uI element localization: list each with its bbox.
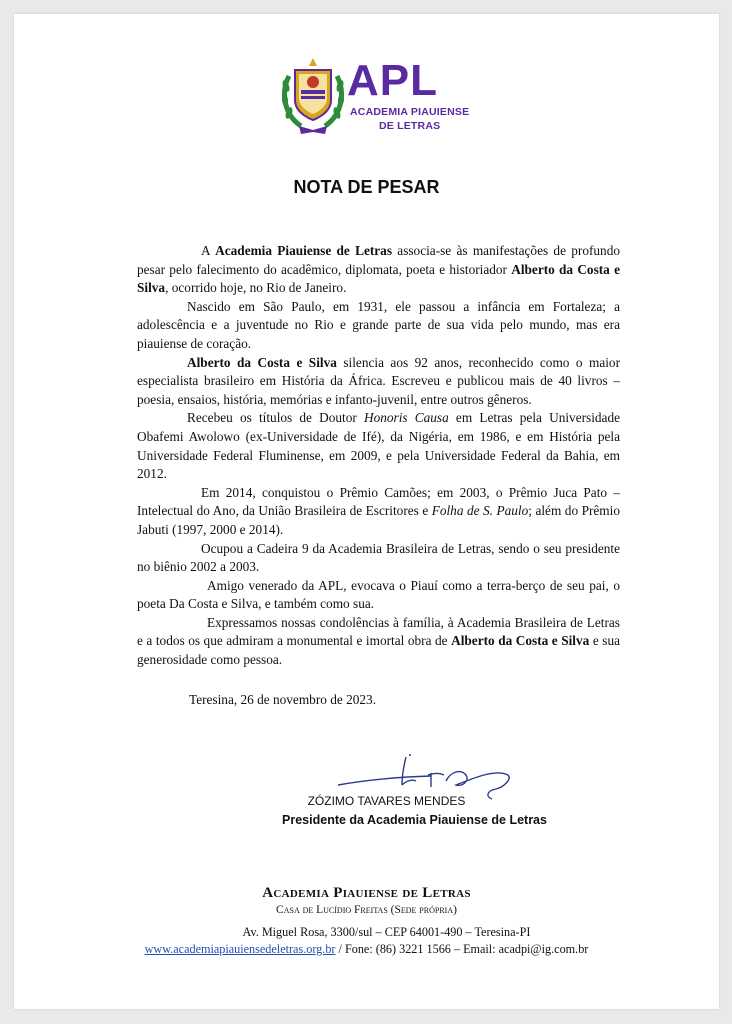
document-body [137, 242, 620, 670]
text-run: Expressamos nossas condolências à família, à Academia Brasileira de Letras e a todos os que admiram a monumental e imortal obra de [137, 614, 620, 649]
bold-text-run: Alberto da Costa e Silva [451, 633, 590, 649]
signer-name: ZÓZIMO TAVARES MENDES [307, 794, 466, 808]
footer-institution-name: Academia Piauiense de Letras [262, 885, 471, 901]
text-run: Amigo venerado da APL, evocava o Piauí como a terra-berço de seu pai, o poeta Da Costa e Silva, e também como sua. [137, 577, 620, 612]
logo-subtitle-line2: DE LETRAS [379, 120, 441, 132]
academy-emblem-icon [279, 56, 347, 138]
body-paragraph [137, 298, 620, 354]
text-run: e sua generosidade como pessoa. [137, 633, 620, 668]
text-run: , ocorrido hoje, no Rio de Janeiro. [165, 280, 347, 296]
body-paragraph [137, 614, 620, 670]
body-paragraph [137, 409, 620, 483]
text-run: Nascido em São Paulo, em 1931, ele passou a infância em Fortaleza; a adolescência e a juventude no Rio e grande parte de sua vida pelo mundo, mas era piauiense de coração. [137, 298, 620, 351]
body-paragraph [137, 540, 620, 577]
body-paragraph [137, 354, 620, 410]
text-run: associa-se às manifestações de profundo pesar pelo falecimento do acadêmico, diplomata, poeta e historiador [137, 243, 620, 277]
logo-apl-text: APL [347, 56, 438, 105]
text-run: ; além do Prêmio Jabuti (1997, 2000 e 2014). [137, 503, 620, 537]
signer-title: Presidente da Academia Piauiense de Letras [282, 813, 547, 827]
text-run: em Letras pela Universidade Obafemi Awolowo (ex-Universidade de Ifé), da Nigéria, em 1986, e em História pela Universidade Federal Fluminense, em 2009, e pela Universidade Federal da Bahia, em 2012. [137, 410, 620, 482]
footer-phone-email: / Fone: (86) 3221 1566 – Email: acadpi@ig.com.br [335, 942, 589, 956]
footer-subtitle: Casa de Lucídio Freitas (Sede própria) [276, 904, 457, 916]
apl-logo [279, 56, 479, 144]
document-page [14, 14, 719, 1009]
footer-address: Av. Miguel Rosa, 3300/sul – CEP 64001-490 – Teresina-PI [242, 925, 531, 939]
website-link[interactable]: www.academiapiauiensedeletras.org.br [144, 942, 336, 956]
text-run: Em 2014, conquistou o Prêmio Camões; em 2003, o Prêmio Juca Pato – Intelectual do Ano, da União Brasileira de Escritores e [137, 484, 620, 519]
document-title: NOTA DE PESAR [293, 177, 440, 197]
text-run: Recebeu os títulos de Doutor [187, 410, 364, 426]
bold-text-run: Academia Piauiense de Letras [215, 243, 393, 258]
document-date: Teresina, 26 de novembro de 2023. [189, 692, 377, 707]
italic-text-run: Honoris Causa [363, 410, 449, 426]
body-paragraph [137, 577, 620, 614]
footer-contact [14, 942, 719, 957]
logo-subtitle-line1: ACADEMIA PIAUIENSE [350, 106, 470, 118]
text-run: silencia aos 92 anos, reconhecido como o maior especialista brasileiro em História da África. Escreveu e publicou mais de 40 livros – poesia, ensaios, história, memórias e infanto-juvenil, entre outros gêneros. [137, 354, 620, 407]
text-run: Ocupou a Cadeira 9 da Academia Brasileira de Letras, sendo o seu presidente no biênio 2002 a 2003. [137, 540, 620, 575]
italic-text-run: Folha de S. Paulo [431, 503, 529, 519]
bold-text-run: Alberto da Costa e Silva [137, 261, 620, 296]
body-paragraph [137, 484, 620, 540]
text-run: A [201, 243, 216, 258]
bold-text-run: Alberto da Costa e Silva [187, 354, 337, 370]
body-paragraph [137, 242, 620, 298]
